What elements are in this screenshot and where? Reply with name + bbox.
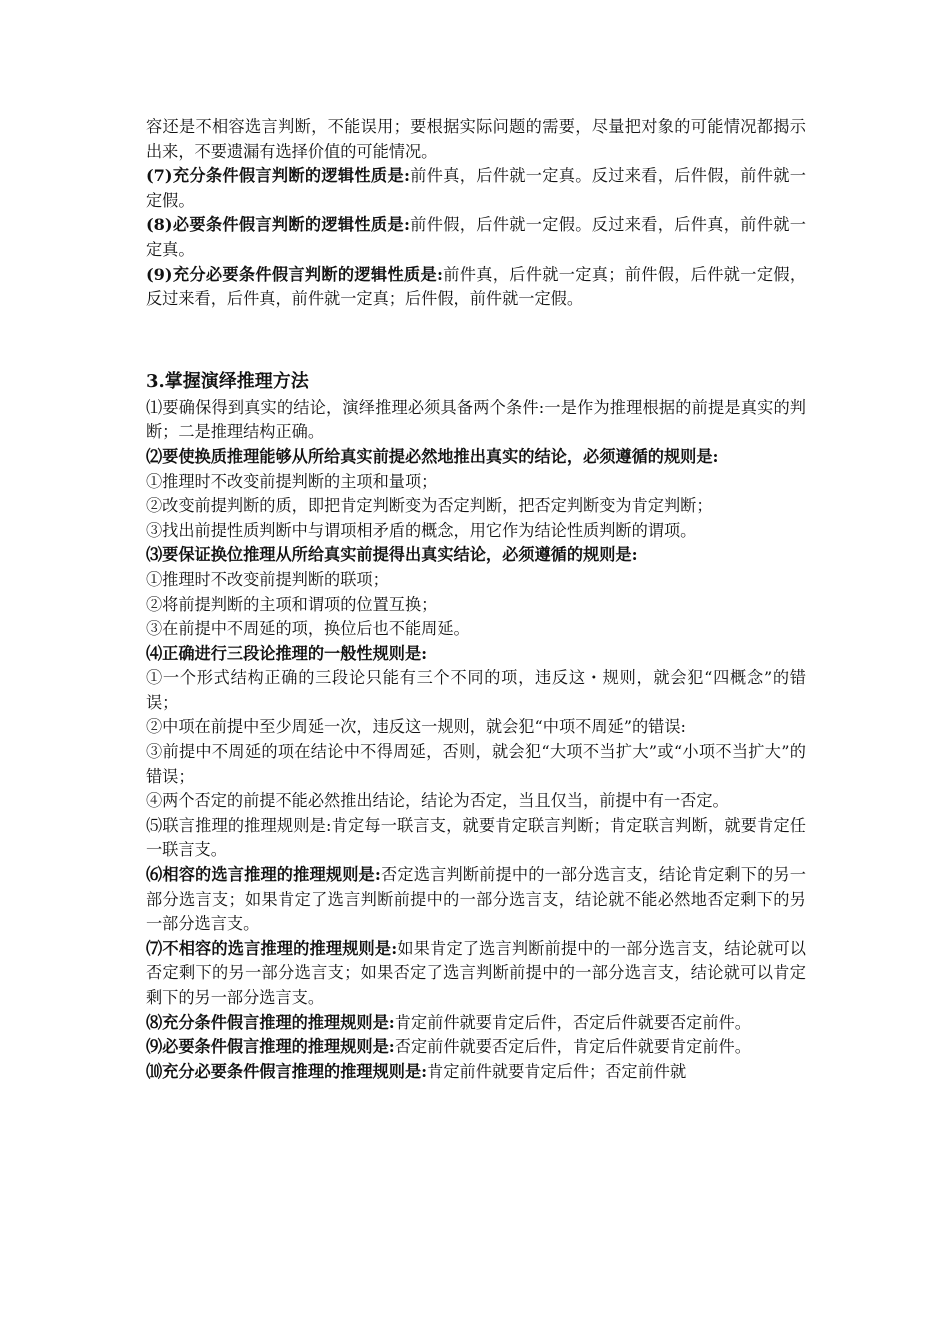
section-paragraph-11-text: ②中项在前提中至少周延一次，违反这一规则，就会犯“中项不周延”的错误: — [146, 717, 687, 737]
paragraph-1-text: 前件真，后件就一定真。反过来看，后件假，前件就一定假。 — [146, 166, 806, 210]
section-paragraph-0 — [146, 396, 806, 445]
section-paragraph-6-text: ①推理时不改变前提判断的联项； — [146, 569, 389, 589]
section-paragraph-10 — [146, 666, 806, 715]
section-paragraph-13-text: ④两个否定的前提不能必然推出结论，结论为否定，当且仅当，前提中有一否定。 — [146, 791, 729, 811]
section-paragraph-18-heading: ⑼必要条件假言推理的推理规则是: — [146, 1037, 395, 1057]
section-paragraph-15 — [146, 863, 806, 937]
section-paragraph-12 — [146, 740, 806, 789]
section-paragraph-16-text: 如果肯定了选言判断前提中的一部分选言支，结论就可以否定剩下的另一部分选言支；如果否定了选言判断前提中的一部分选言支，结论就可以肯定剩下的另一部分选言支。 — [146, 938, 806, 1007]
paragraph-3-text: 前件真，后件就一定真；前件假，后件就一定假，反过来看，后件真，前件就一定真；后件假，前件就一定假。 — [146, 264, 807, 309]
section-paragraph-19-text: 肯定前件就要肯定后件；否定前件就 — [427, 1061, 687, 1081]
section-paragraph-19-heading: ⑽充分必要条件假言推理的推理规则是: — [146, 1061, 428, 1081]
section-paragraph-2 — [146, 470, 806, 495]
section-paragraph-4-text: ③找出前提性质判断中与谓项相矛盾的概念，用它作为结论性质判断的谓项。 — [146, 520, 697, 540]
section-paragraph-17-heading: ⑻充分条件假言推理的推理规则是: — [146, 1012, 395, 1032]
section-paragraph-0-text: ⑴要确保得到真实的结论，演绎推理必须具备两个条件:一是作为推理根据的前提是真实的判断；二是推理结构正确。 — [146, 397, 806, 442]
paragraph-2 — [146, 213, 806, 262]
section-paragraph-17 — [146, 1011, 806, 1036]
section-paragraph-15-text: 否定选言判断前提中的一部分选言支，结论肯定剩下的另一部分选言支；如果肯定了选言判断前提中的一部分选言支，结论就不能必然地否定剩下的另一部分选言支。 — [146, 865, 806, 934]
section-paragraph-3-text: ②改变前提判断的质，即把肯定判断变为否定判断，把否定判断变为肯定判断； — [146, 496, 713, 516]
paragraph-3-heading: (9)充分必要条件假言判断的逻辑性质是: — [146, 264, 443, 284]
section-paragraph-2-text: ①推理时不改变前提判断的主项和量项； — [146, 471, 438, 491]
section-paragraph-13 — [146, 789, 806, 814]
paragraph-1 — [146, 164, 806, 213]
paragraph-2-text: 前件假，后件就一定假。反过来看，后件真，前件就一定真。 — [146, 215, 806, 259]
section-paragraph-9-heading: ⑷正确进行三段论推理的一般性规则是: — [146, 643, 428, 663]
section-paragraph-6 — [146, 568, 806, 593]
section-paragraph-5-heading: ⑶要保证换位推理从所给真实前提得出真实结论，必须遵循的规则是: — [146, 545, 638, 565]
section-paragraph-5 — [146, 543, 806, 568]
section-paragraph-9 — [146, 642, 806, 667]
section-paragraph-19 — [146, 1060, 806, 1085]
paragraph-0 — [146, 115, 806, 164]
paragraph-1-heading: (7)充分条件假言判断的逻辑性质是: — [146, 166, 410, 186]
section-paragraph-15-heading: ⑹相容的选言推理的推理规则是: — [146, 865, 381, 885]
section-paragraph-3 — [146, 494, 806, 519]
section-paragraph-7 — [146, 593, 806, 618]
section-title: 3.掌握演绎推理方法 — [146, 370, 309, 392]
paragraph-3 — [146, 263, 806, 312]
section-paragraph-14 — [146, 814, 806, 863]
section-paragraph-1-heading: ⑵要使换质推理能够从所给真实前提必然地推出真实的结论，必须遵循的规则是: — [146, 446, 719, 466]
section-paragraph-12-text: ③前提中不周延的项在结论中不得周延，否则，就会犯“大项不当扩大”或“小项不当扩大”的错误； — [146, 742, 806, 786]
section-paragraph-1 — [146, 445, 806, 470]
section-paragraph-18-text: 否定前件就要否定后件，肯定后件就要肯定前件。 — [394, 1037, 751, 1057]
section-paragraph-17-text: 肯定前件就要肯定后件，否定后件就要否定前件。 — [394, 1012, 751, 1032]
section-paragraph-18 — [146, 1035, 806, 1060]
section-paragraph-4 — [146, 519, 806, 544]
section-paragraph-16 — [146, 937, 806, 1011]
paragraph-2-heading: (8)必要条件假言判断的逻辑性质是: — [146, 215, 410, 235]
section-paragraph-8 — [146, 617, 806, 642]
section-paragraph-14-text: ⑸联言推理的推理规则是:肯定每一联言支，就要肯定联言判断；肯定联言判断，就要肯定任一联言支。 — [146, 815, 806, 860]
section-paragraph-8-text: ③在前提中不周延的项，换位后也不能周延。 — [146, 619, 470, 639]
document-page — [146, 115, 806, 1084]
section-paragraph-10-text: ①一个形式结构正确的三段论只能有三个不同的项，违反这・规则，就会犯“四概念”的错误； — [146, 668, 806, 712]
section-paragraph-16-heading: ⑺不相容的选言推理的推理规则是: — [146, 938, 398, 958]
section-paragraph-7-text: ②将前提判断的主项和谓项的位置互换； — [146, 594, 438, 614]
paragraph-0-text: 容还是不相容选言判断，不能误用；要根据实际问题的需要，尽量把对象的可能情况都揭示出来，不要遗漏有选择价值的可能情况。 — [146, 117, 806, 161]
section-paragraph-11 — [146, 715, 806, 740]
